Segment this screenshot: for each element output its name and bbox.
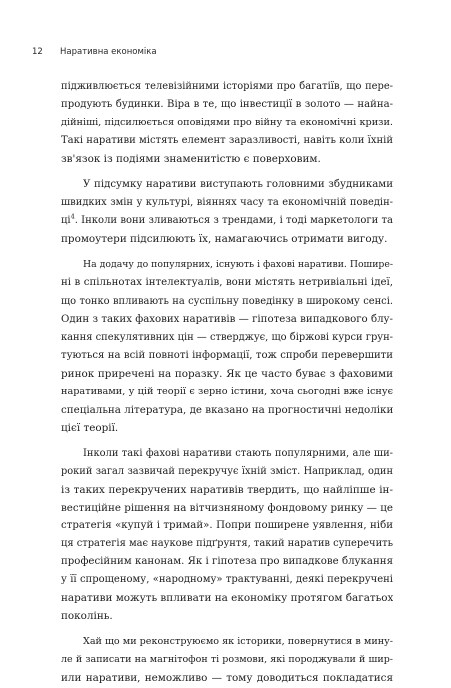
line-rest: . Інколи вони зливаються з трендами, і тоді маркетологи та xyxy=(74,215,393,227)
paragraph-4 xyxy=(61,445,393,625)
text-line: підживлюється телевізійними історіями про багатіїв, що пере- xyxy=(61,81,393,92)
footnote-marker[interactable]: 4 xyxy=(70,213,75,221)
text-line: стратегія «купуй і тримай». Попри поширене уявлення, ніби xyxy=(61,520,393,532)
text-line: продують будинки. Віра в те, що інвестиції в золото — найна- xyxy=(61,99,393,111)
paragraph-1 xyxy=(61,78,393,168)
body-text xyxy=(61,78,393,688)
text-line: ні в спільнотах інтелектуалів, вони містять нетривіальні ідеї, xyxy=(61,277,393,289)
text-line: кання спекулятивних цін — стверджує, що біржові курси грун- xyxy=(61,331,393,343)
text-line: ринок приречені на поразку. Як це часто буває з фаховими xyxy=(61,367,393,380)
text-line: дійніші, підсилюється оповідями про війну та економічні кризи. xyxy=(61,117,393,129)
book-title: Наративна економіка xyxy=(60,47,157,57)
text-line: У підсумку наративи виступають головними збудниками xyxy=(83,179,393,191)
text-line: швидких змін у культурі, віяннях часу та економічній поведін- xyxy=(61,197,393,209)
text-line: що тонко впливають на суспільну поведінку в широкому сенсі. xyxy=(61,295,393,307)
text-line: спеціальна література, де вказано на прогностичні недоліки xyxy=(61,403,393,416)
text-line: промоутери підсилюють їх, намагаючись отримати вигоду. xyxy=(61,233,388,246)
text-line: Один з таких фахових наративів — гіпотеза випадкового блу- xyxy=(61,313,393,325)
text-line: наративами, у цій теорії є зерно істини, хоча сьогодні вже існує xyxy=(61,385,393,397)
text-line: рокий загал зазвичай перекручує їхній зміст. Наприклад, один xyxy=(61,465,393,477)
text-line: із таких перекручених наративів твердить, що найліпше ін- xyxy=(61,483,393,496)
text-line: Такі наративи містять елемент заразливості, навіть коли їхній xyxy=(61,135,393,147)
text-line: професійним канонам. Як і гіпотеза про випадкове блукання xyxy=(61,556,393,568)
text-line: ле й записати на магнітофон ті розмови, які породжували й шир- xyxy=(61,654,393,666)
text-line: у її спрощеному, «народному» трактуванні, деякі перекручені xyxy=(61,574,393,586)
text-line: На додачу до популярних, існують і фахові наративи. Пошире- xyxy=(83,259,393,271)
paragraph-5 xyxy=(61,633,393,687)
text-line: наративи можуть впливати на економіку протягом багатьох xyxy=(61,592,393,605)
paragraph-3 xyxy=(61,256,393,436)
text-line: Хай що ми реконструюємо як історики, повернутися в мину- xyxy=(83,636,393,648)
paragraph-2 xyxy=(61,176,393,248)
page-number: 12 xyxy=(32,47,43,57)
text-line: цієї теорії. xyxy=(61,421,119,434)
text-line: ця стратегія має наукове підґрунтя, такий наратив суперечить xyxy=(61,538,393,550)
text-line: зв'язок із подіями знаменитістю є поверховим. xyxy=(61,153,321,166)
running-head xyxy=(32,47,157,57)
text-line-with-footnote xyxy=(61,212,393,230)
text-line: или наративи, неможливо — тому доводиться покладатися xyxy=(61,672,393,685)
text-line: поколінь. xyxy=(61,610,113,623)
line-start: ці xyxy=(61,215,71,227)
text-line: туються на всій повноті інформації, тож спроби перевершити xyxy=(61,349,393,361)
text-line: Інколи такі фахові наративи стають популярними, але ши- xyxy=(83,447,393,459)
text-line: вестиційне рішення на вітчизняному фондовому ринку — це xyxy=(61,502,393,515)
